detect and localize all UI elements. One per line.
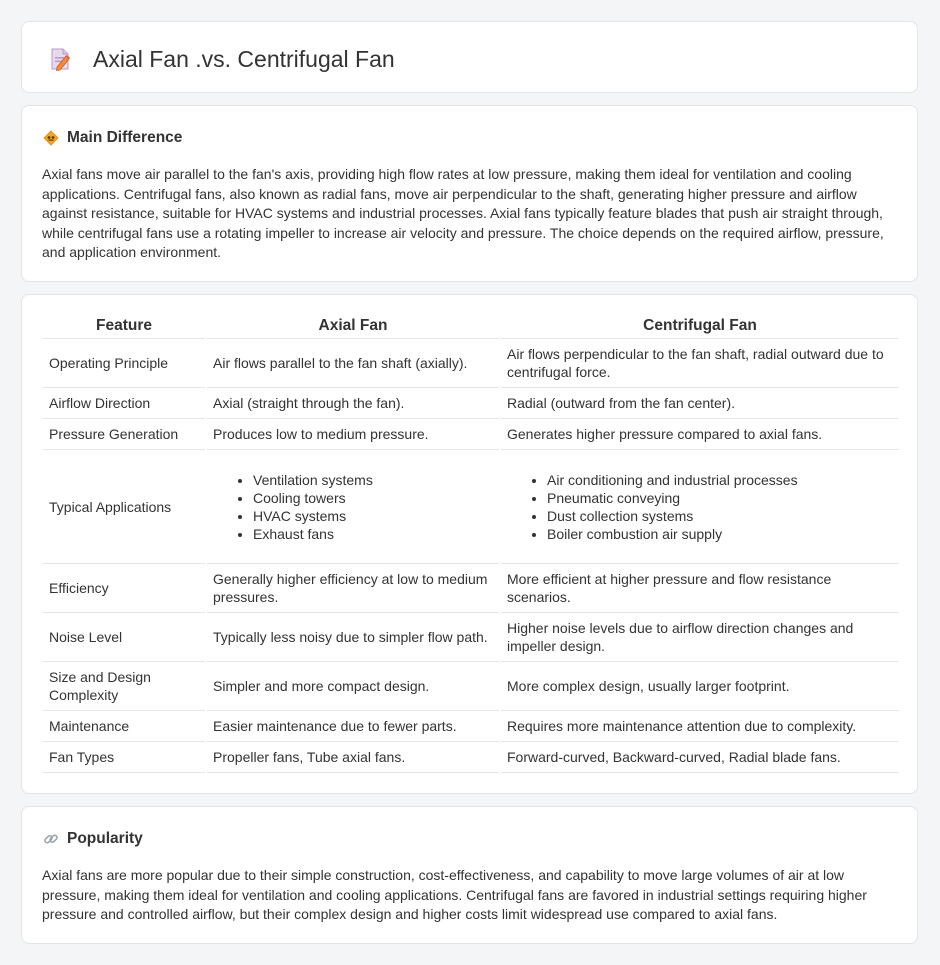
list-item: • HVAC systems xyxy=(253,507,493,525)
popularity-text: Axial fans are more popular due to their simple construction, cost-effectiveness, and capability to move large volumes of air at low pressure, making them ideal for ventilation and cooling applications. Centrifugal fans are favored in industrial settings requiring higher pressure and controlled airflow, but their complex design and higher costs limit widespread use compared to axial fans. xyxy=(42,867,867,923)
column-header-axial: Axial Fan xyxy=(206,314,500,339)
table-row xyxy=(43,742,899,773)
column-header-feature: Feature xyxy=(43,314,206,339)
popularity-title: Popularity xyxy=(67,830,143,847)
centrifugal-cell: Forward-curved, Backward-curved, Radial blade fans. xyxy=(500,742,899,773)
popularity-heading xyxy=(43,828,143,850)
axial-cell xyxy=(206,450,500,564)
header-card xyxy=(21,21,918,93)
list-item: • Dust collection systems xyxy=(547,507,893,525)
centrifugal-cell: Requires more maintenance attention due to complexity. xyxy=(500,711,899,742)
main-difference-title: Main Difference xyxy=(67,129,183,146)
centrifugal-applications-list xyxy=(507,471,893,543)
table-header-row xyxy=(43,314,899,339)
list-item: • Air conditioning and industrial processes xyxy=(547,471,893,489)
warning-sign-icon xyxy=(43,130,59,146)
pencil-document-icon xyxy=(49,47,71,71)
list-item: • Exhaust fans xyxy=(253,525,493,543)
list-item: • Cooling towers xyxy=(253,489,493,507)
list-item: • Pneumatic conveying xyxy=(547,489,893,507)
table-row xyxy=(43,613,899,662)
feature-cell: Operating Principle xyxy=(43,339,206,388)
table-row xyxy=(43,419,899,450)
main-difference-text: Axial fans move air parallel to the fan's axis, providing high flow rates at low pressure, making them ideal for ventilation and cooling applications. Centrifugal fans, also known as radial fans, move air perpendicular to the shaft, generating higher pressure and airflow against resistance, suitable for HVAC systems and industrial processes. Axial fans typically feature blades that push air straight through, while centrifugal fans use a rotating impeller to increase air velocity and pressure. The choice depends on the required airflow, pressure, and application environment. xyxy=(42,166,884,261)
list-item: • Boiler combustion air supply xyxy=(547,525,893,543)
axial-cell: Typically less noisy due to simpler flow path. xyxy=(206,613,500,662)
axial-cell: Produces low to medium pressure. xyxy=(206,419,500,450)
axial-cell: Propeller fans, Tube axial fans. xyxy=(206,742,500,773)
table-row xyxy=(43,662,899,711)
axial-cell: Axial (straight through the fan). xyxy=(206,388,500,419)
axial-cell: Generally higher efficiency at low to medium pressures. xyxy=(206,564,500,613)
column-header-centrifugal: Centrifugal Fan xyxy=(500,314,899,339)
main-difference-heading xyxy=(43,127,182,149)
table-row xyxy=(43,450,899,564)
table-row xyxy=(43,388,899,419)
feature-cell: Pressure Generation xyxy=(43,419,206,450)
page-title: Axial Fan .vs. Centrifugal Fan xyxy=(93,46,395,72)
axial-cell: Simpler and more compact design. xyxy=(206,662,500,711)
feature-cell: Fan Types xyxy=(43,742,206,773)
table-row xyxy=(43,339,899,388)
centrifugal-cell: Generates higher pressure compared to axial fans. xyxy=(500,419,899,450)
feature-cell: Typical Applications xyxy=(43,450,206,564)
axial-applications-list xyxy=(213,471,493,543)
feature-cell: Noise Level xyxy=(43,613,206,662)
feature-cell: Size and Design Complexity xyxy=(43,662,206,711)
centrifugal-cell: Air flows perpendicular to the fan shaft, radial outward due to centrifugal force. xyxy=(500,339,899,388)
centrifugal-cell xyxy=(500,450,899,564)
centrifugal-cell: More complex design, usually larger footprint. xyxy=(500,662,899,711)
comparison-table xyxy=(43,314,899,773)
main-difference-card xyxy=(21,105,918,282)
feature-cell: Efficiency xyxy=(43,564,206,613)
axial-cell: Air flows parallel to the fan shaft (axially). xyxy=(206,339,500,388)
popularity-card xyxy=(21,806,918,944)
table-row xyxy=(43,711,899,742)
link-icon xyxy=(43,831,59,847)
centrifugal-cell: Radial (outward from the fan center). xyxy=(500,388,899,419)
list-item: • Ventilation systems xyxy=(253,471,493,489)
axial-cell: Easier maintenance due to fewer parts. xyxy=(206,711,500,742)
centrifugal-cell: More efficient at higher pressure and flow resistance scenarios. xyxy=(500,564,899,613)
feature-cell: Airflow Direction xyxy=(43,388,206,419)
comparison-card xyxy=(21,294,918,794)
centrifugal-cell: Higher noise levels due to airflow direction changes and impeller design. xyxy=(500,613,899,662)
feature-cell: Maintenance xyxy=(43,711,206,742)
table-row xyxy=(43,564,899,613)
